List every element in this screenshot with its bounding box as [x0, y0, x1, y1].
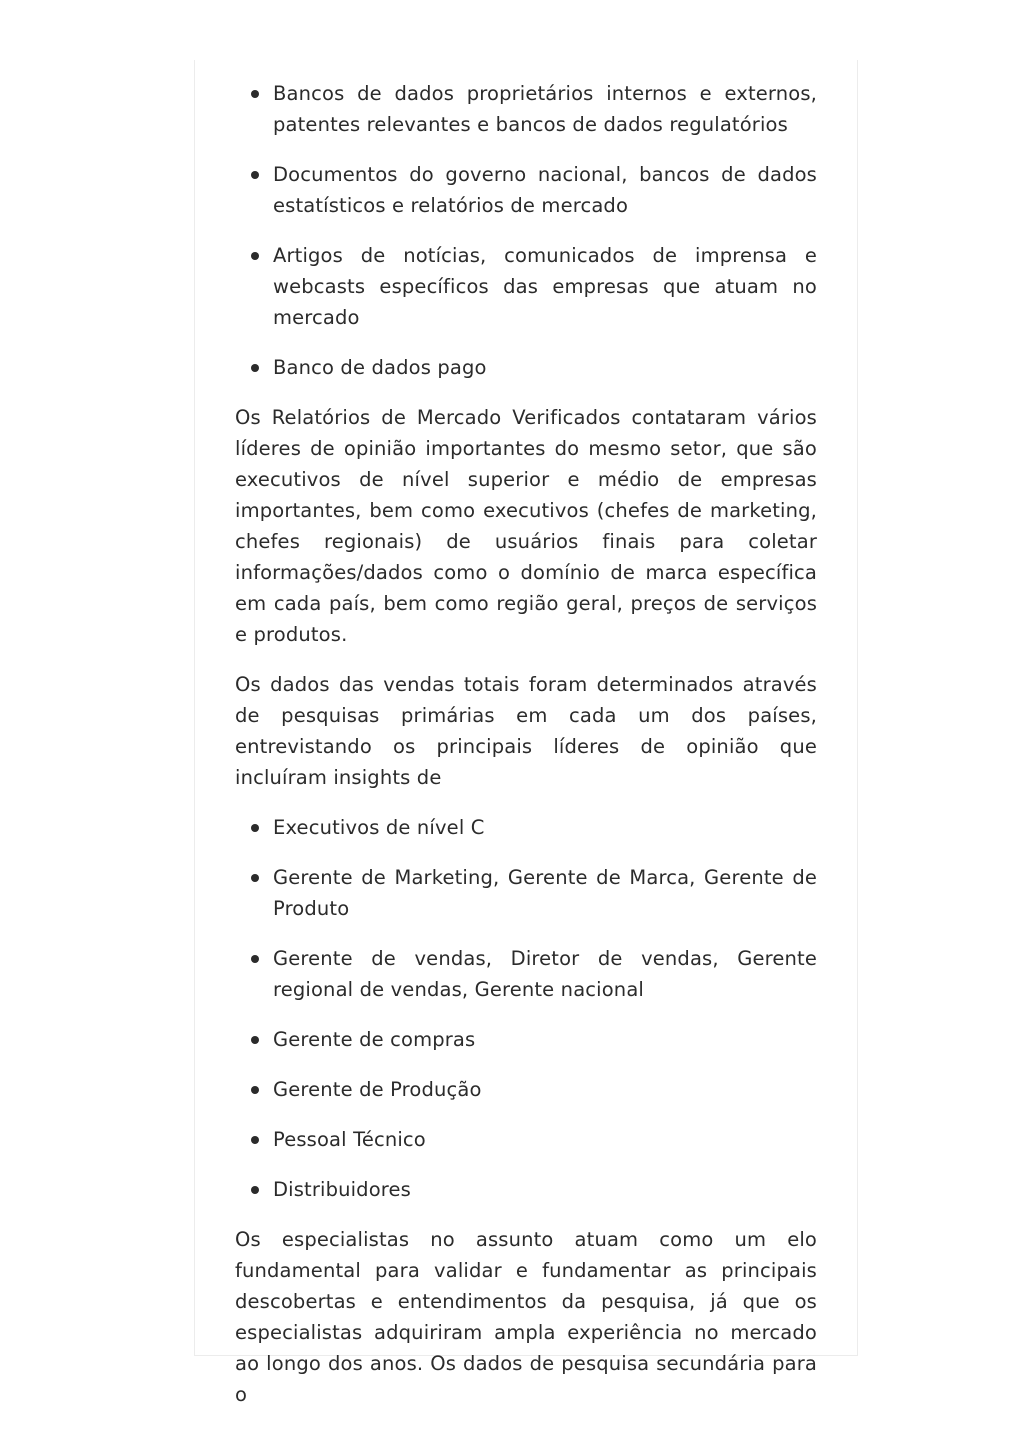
paragraph-total-sales: Os dados das vendas totais foram determinados através de pesquisas primárias em cada um dos países, entrevistando os principais líderes de opinião que incluíram insights de [235, 673, 817, 789]
paragraph-opinion-leaders: Os Relatórios de Mercado Verificados contataram vários líderes de opinião importantes do mesmo setor, que são executivos de nível superior e médio de empresas importantes, bem como executivos (chefes de marketing, chefes regionais) de usuários finais para coletar informações/dados como o domínio de marca específica em cada país, bem como região geral, preços de serviços e produtos. [235, 406, 817, 646]
list-item: Distribuidores [273, 1174, 817, 1205]
bullet-icon [251, 824, 259, 832]
document-page [194, 60, 858, 1406]
list-item: Bancos de dados proprietários internos e externos, patentes relevantes e bancos de dados regulatórios [273, 78, 817, 140]
bullet-icon [251, 1086, 259, 1094]
list-item: Executivos de nível C [273, 812, 817, 843]
list-item: Pessoal Técnico [273, 1124, 817, 1155]
bullet-icon [251, 1036, 259, 1044]
bullet-icon [251, 1136, 259, 1144]
list-item: Documentos do governo nacional, bancos de dados estatísticos e relatórios de mercado [273, 159, 817, 221]
list-item: Gerente de compras [273, 1024, 817, 1055]
sources-list [235, 78, 817, 383]
bullet-icon [251, 1186, 259, 1194]
list-item: Gerente de Marketing, Gerente de Marca, Gerente de Produto [273, 862, 817, 924]
interviewees-list [235, 812, 817, 1205]
list-item: Gerente de Produção [273, 1074, 817, 1105]
bullet-icon [251, 171, 259, 179]
list-item: Gerente de vendas, Diretor de vendas, Gerente regional de vendas, Gerente nacional [273, 943, 817, 1005]
list-item: Banco de dados pago [273, 352, 817, 383]
bullet-icon [251, 90, 259, 98]
document-content [195, 60, 857, 1410]
bullet-icon [251, 955, 259, 963]
bullet-icon [251, 364, 259, 372]
list-item: Artigos de notícias, comunicados de imprensa e webcasts específicos das empresas que atuam no mercado [273, 240, 817, 333]
bullet-icon [251, 252, 259, 260]
paragraph-experts: Os especialistas no assunto atuam como um elo fundamental para validar e fundamentar as principais descobertas e entendimentos da pesquisa, já que os especialistas adquiriram ampla experiência no mercado ao longo dos anos. Os dados de pesquisa secundária para o [235, 1228, 817, 1406]
bullet-icon [251, 874, 259, 882]
